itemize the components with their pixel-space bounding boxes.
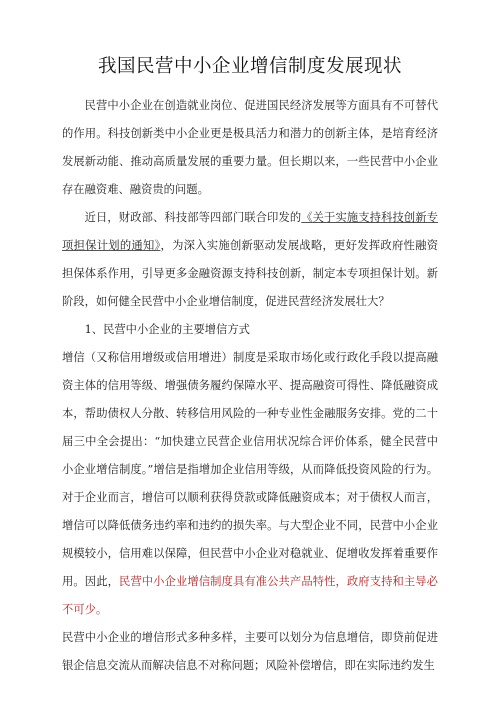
highlighted-statement: 民营中小企业增信制度具有准公共产品特性，政府支持和主导必不可少。 bbox=[62, 575, 438, 616]
paragraph-definition bbox=[62, 344, 438, 624]
policy-follow-text: ，为深入实施创新驱动发展战略，更好发挥政府性融资担保体系作用，引导更多金融资源支持科技创新，制定本专项担保计划。新阶段，如何健全民营中小企业增信制度，促进民营经济发展壮大？ bbox=[62, 239, 438, 308]
policy-lead-text: 近日，财政部、科技部等四部门联合印发的 bbox=[84, 211, 302, 224]
definition-text: 增信（又称信用增级或信用增进）制度是采取市场化或行政化手段以提高融资主体的信用等级、增强债务履约保障水平、提高融资可得性、降低融资成本，帮助债权人分散、转移信用风险的一种专业性金融服务安排。党的二十届三中全会提出：“加快建立民营企业信用状况综合评价体系，健全民营中小企业增信制度。”增信是指增加企业信用等级，从而降低投资风险的行为。对于企业而言，增信可以顺利获得贷款或降低融资成本；对于债权人而言，增信可以降低债务违约率和违约的损失率。与大型企业不同，民营中小企业规模较小，信用难以保障，但民营中小企业对稳就业、促增收发挥着重要作用。因此， bbox=[62, 351, 438, 588]
paragraph-intro-text: 民营中小企业在创造就业岗位、促进国民经济发展等方面具有不可替代的作用。科技创新类中小企业更是极具活力和潜力的创新主体，是培育经济发展新动能、推动高质量发展的重要力量。但长期以来，一些民营中小企业存在融资难、融资贵的问题。 bbox=[62, 99, 438, 196]
section-heading-1 bbox=[62, 316, 438, 344]
policy-notice-link[interactable]: 《关于实施支持科技创新专项担保计划的通知》 bbox=[62, 211, 438, 252]
paragraph-policy bbox=[62, 204, 438, 316]
paragraph-intro bbox=[62, 92, 438, 204]
document-title: 我国民营中小企业增信制度发展现状 bbox=[97, 56, 402, 77]
section-heading-1-text: 1、民营中小企业的主要增信方式 bbox=[84, 323, 250, 336]
forms-text: 民营中小企业的增信形式多种多样，主要可以划分为信息增信，即贷前促进银企信息交流从而解决信息不对称问题；风险补偿增信，即在实际违约发生 bbox=[62, 631, 438, 672]
paragraph-forms bbox=[62, 624, 438, 680]
